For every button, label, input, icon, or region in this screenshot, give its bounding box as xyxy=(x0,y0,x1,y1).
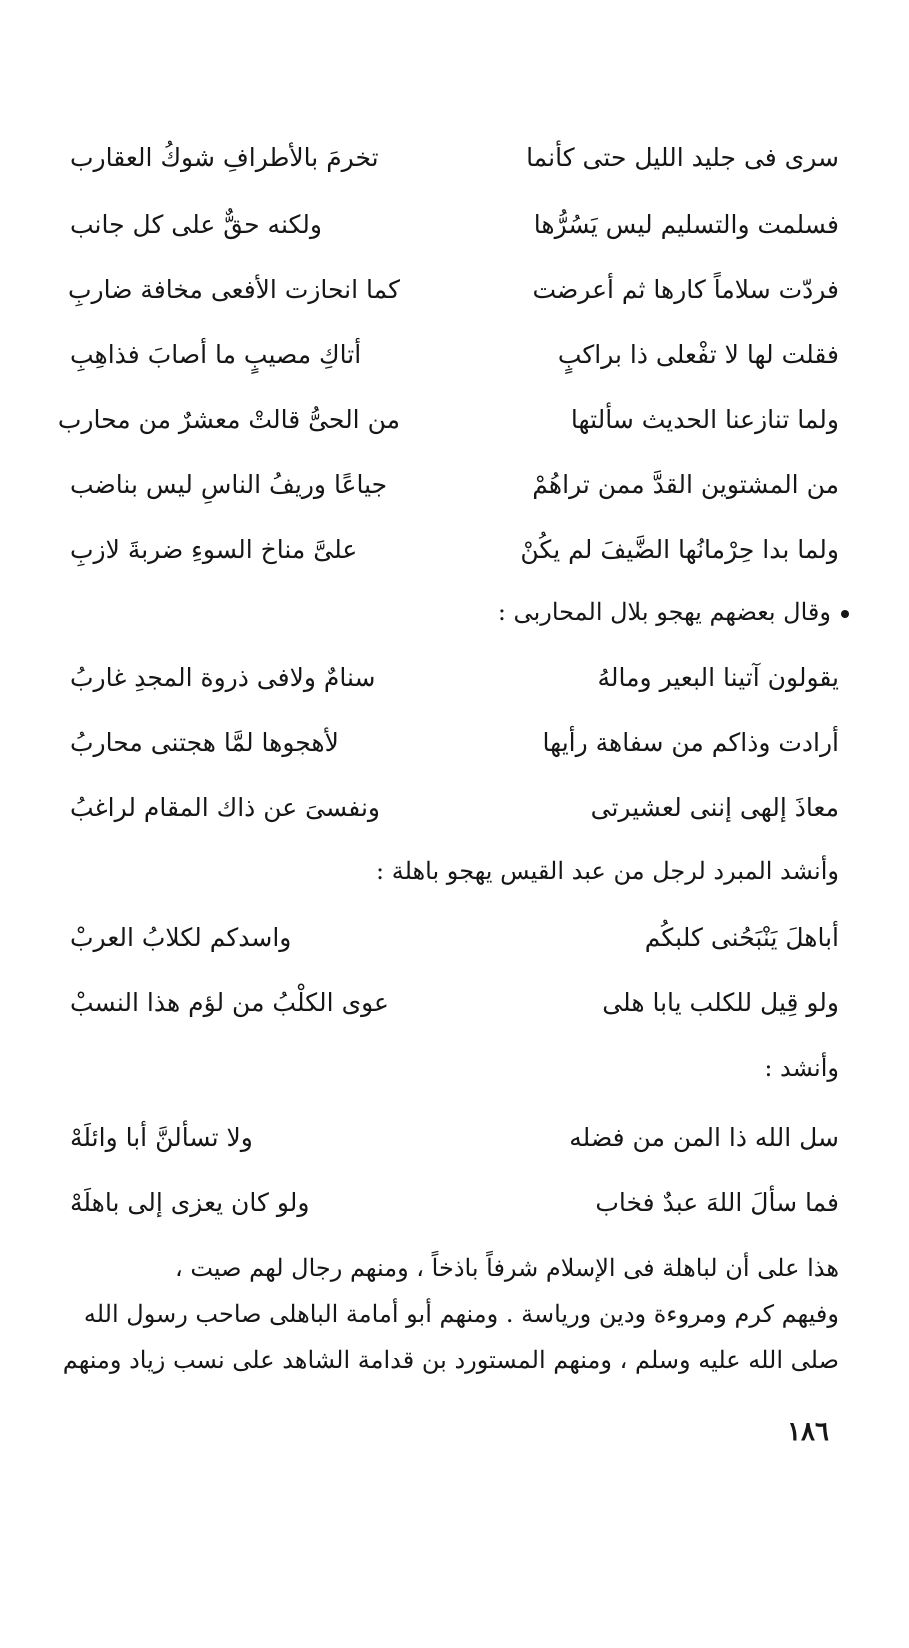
page-number: ١٨٦ xyxy=(787,1417,829,1447)
verse-first-half: ولما تنازعنا الحديث سألتها xyxy=(570,405,839,434)
verse-second-half: ونفسىَ عن ذاك المقام لراغبُ xyxy=(70,793,380,822)
verse-first-half: ولما بدا حِرْمانُها الضَّيفَ لم يكُنْ xyxy=(520,535,839,564)
verse-second-half: تخرمَ بالأطرافِ شوكُ العقارب xyxy=(70,143,379,172)
section-intro xyxy=(89,594,849,630)
verse-second-half: جياعًا وريفُ الناسِ ليس بناضب xyxy=(70,470,388,499)
verse-first-half: فقلت لها لا تفْعلى ذا براكبٍ xyxy=(557,340,839,369)
verse-second-half: ولا تسألنَّ أبا وائلَهْ xyxy=(70,1123,253,1152)
verse-second-half: أتاكِ مصيبٍ ما أصابَ فذاهِبِ xyxy=(70,340,362,369)
prose-line: وفيهم كرم ومروءة ودين ورياسة . ومنهم أبو أمامة الباهلى صاحب رسول الله xyxy=(83,1300,839,1328)
verse-first-half: سل الله ذا المن من فضله xyxy=(569,1123,839,1152)
verse-second-half: لأهجوها لمَّا هجتنى محاربُ xyxy=(70,728,339,757)
verse-first-half: فردّت سلاماً كارها ثم أعرضت xyxy=(532,275,839,304)
prose-line: صلى الله عليه وسلم ، ومنهم المستورد بن قدامة الشاهد على نسب زياد ومنهم xyxy=(62,1346,839,1374)
verse-first-half: فما سألَ اللهَ عبدٌ فخاب xyxy=(595,1188,839,1217)
verse-first-half: ولو قِيل للكلب يابا هلى xyxy=(602,988,839,1017)
prose-line: هذا على أن لباهلة فى الإسلام شرفاً باذخاً ، ومنهم رجال لهم صيت ، xyxy=(174,1254,839,1282)
bullet-icon xyxy=(841,610,849,618)
section-intro: وأنشد : xyxy=(764,1054,839,1082)
verse-second-half: علىَّ مناخ السوءِ ضربةَ لازبِ xyxy=(70,535,358,564)
verse-second-half: واسدكم لكلابُ العربْ xyxy=(70,923,292,952)
verse-second-half: عوى الكلْبُ من لؤم هذا النسبْ xyxy=(70,988,389,1017)
verse-second-half: من الحىُّ قالتْ معشرٌ من محارب xyxy=(57,405,400,434)
verse-first-half: يقولون آتينا البعير ومالهُ xyxy=(597,663,839,692)
verse-second-half: ولكنه حقٌّ على كل جانب xyxy=(70,210,322,239)
section-intro: وأنشد المبرد لرجل من عبد القيس يهجو باهلة : xyxy=(376,857,839,885)
verse-second-half: كما انحازت الأفعى مخافة ضاربِ xyxy=(67,275,400,304)
verse-second-half: سنامٌ ولافى ذروة المجدِ غاربُ xyxy=(70,663,376,692)
verse-first-half: أباهلَ يَنْبَحُنى كلبكُم xyxy=(644,923,839,952)
verse-first-half: معاذَ إلهى إننى لعشيرتى xyxy=(590,793,839,822)
verse-first-half: فسلمت والتسليم ليس يَسُرُّها xyxy=(533,210,839,239)
verse-second-half: ولو كان يعزى إلى باهلَهْ xyxy=(70,1188,310,1217)
verse-first-half: من المشتوين القدَّ ممن تراهُمْ xyxy=(532,470,839,499)
verse-first-half: أرادت وذاكم من سفاهة رأيها xyxy=(542,728,839,757)
verse-first-half: سرى فى جليد الليل حتى كأنما xyxy=(526,143,839,172)
intro-text: وقال بعضهم يهجو بلال المحاربى : xyxy=(497,598,831,626)
